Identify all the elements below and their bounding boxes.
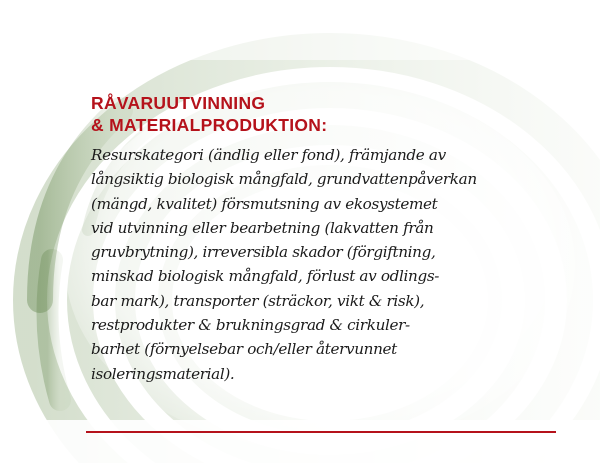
body-line: (mängd, kvalitet) försmutsning av ekosystemet xyxy=(91,194,438,213)
bottom-divider-rule xyxy=(86,431,556,433)
body-line: barhet (förnyelsebar och/eller återvunnet xyxy=(91,340,397,359)
body-line: minskad biologisk mångfald, förlust av odlings- xyxy=(91,267,440,286)
section-heading xyxy=(91,92,327,136)
heading-line-2: & MATERIALPRODUKTION: xyxy=(91,115,328,135)
body-line: vid utvinning eller bearbetning (lakvatten från xyxy=(91,218,434,237)
body-line: långsiktig biologisk mångfald, grundvattenpåverkan xyxy=(91,170,477,189)
body-line: Resurskategori (ändlig eller fond), främjande av xyxy=(91,146,446,164)
heading-line-1: RÅVARUUTVINNING xyxy=(91,93,266,113)
body-paragraph xyxy=(91,143,477,386)
body-line: restprodukter & brukningsgrad & cirkuler- xyxy=(91,316,410,335)
body-line: bar mark), transporter (sträckor, vikt & risk), xyxy=(91,291,425,310)
body-line: gruvbrytning), irreversibla skador (förgiftning, xyxy=(91,243,436,262)
body-line: isoleringsmaterial). xyxy=(91,364,235,383)
